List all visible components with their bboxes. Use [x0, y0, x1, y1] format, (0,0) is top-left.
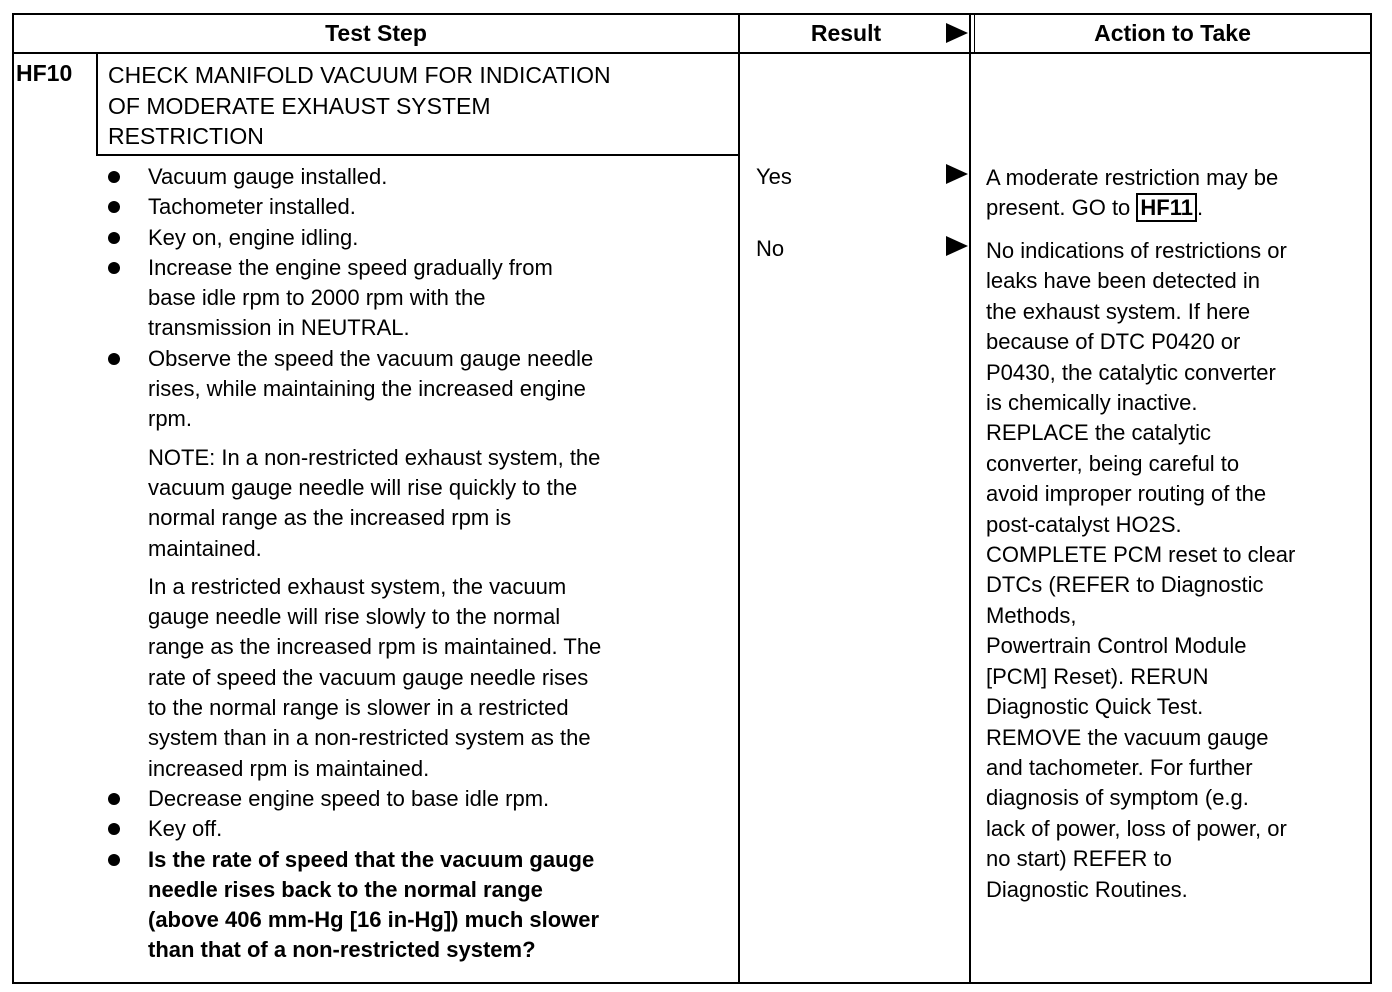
action-no-line: post-catalyst HO2S. [986, 511, 1182, 537]
border-left [12, 13, 14, 984]
yes-arrow-icon [946, 164, 968, 184]
note-line: to the normal range is slower in a restricted [148, 695, 569, 721]
step-ref-hf11-link[interactable]: HF11 [1136, 193, 1197, 222]
step-title-line: CHECK MANIFOLD VACUUM FOR INDICATION [108, 62, 611, 88]
action-no-line: converter, being careful to [986, 450, 1240, 476]
action-yes-text: present. GO to [986, 195, 1137, 221]
question-text: (above 406 mm-Hg [16 in-Hg]) much slower [148, 907, 600, 933]
note-line: In a restricted exhaust system, the vacuum [148, 573, 567, 599]
note-line: increased rpm is maintained. [148, 755, 430, 781]
action-no-line: the exhaust system. If here [986, 298, 1251, 324]
list-item-text: base idle rpm to 2000 rpm with the [148, 285, 486, 311]
result-yes: Yes [756, 164, 792, 189]
action-no-line: [PCM] Reset). RERUN [986, 663, 1209, 689]
list-item-text: Key on, engine idling. [148, 224, 359, 250]
action-no-line: No indications of restrictions or [986, 238, 1287, 263]
action-no-line: REPLACE the catalytic [986, 420, 1211, 446]
action-yes [986, 163, 1368, 224]
list-item [104, 192, 724, 222]
header-action: Action to Take [1094, 20, 1251, 46]
list-item-text: transmission in NEUTRAL. [148, 315, 410, 341]
list-item [104, 784, 724, 814]
list-item [104, 814, 724, 844]
step-title-line: RESTRICTION [108, 123, 264, 149]
list-item-text: Observe the speed the vacuum gauge needle [148, 345, 594, 371]
step-title [108, 60, 728, 152]
list-item [104, 253, 724, 344]
action-no-line: P0430, the catalytic converter [986, 359, 1276, 385]
action-no-line: COMPLETE PCM reset to clear [986, 542, 1296, 568]
note-non-restricted [104, 443, 724, 564]
note-line: NOTE: In a non-restricted exhaust system, the [148, 444, 601, 470]
list-item-text: Vacuum gauge installed. [148, 164, 388, 189]
note-line: maintained. [148, 535, 262, 561]
bullet-icon [108, 854, 120, 866]
action-no-line: DTCs (REFER to Diagnostic [986, 572, 1264, 598]
action-no [986, 236, 1368, 905]
question-text: Is the rate of speed that the vacuum gauge [148, 846, 595, 872]
list-item-text: rises, while maintaining the increased engine [148, 376, 586, 402]
divider-title-bottom [96, 154, 738, 156]
question-text: than that of a non-restricted system? [148, 937, 536, 963]
list-item-text: Key off. [148, 816, 223, 842]
action-yes-period: . [1197, 195, 1204, 221]
action-no-line: diagnosis of symptom (e.g. [986, 785, 1249, 811]
action-no-line: no start) REFER to [986, 846, 1172, 872]
divider-action [969, 13, 971, 984]
bullet-icon [108, 793, 120, 805]
procedure-list [104, 162, 724, 966]
note-line: gauge needle will rise slowly to the normal [148, 604, 561, 630]
list-item [104, 223, 724, 253]
border-right [1370, 13, 1372, 984]
list-item [104, 344, 724, 435]
action-no-line: Diagnostic Routines. [986, 876, 1188, 902]
bullet-icon [108, 823, 120, 835]
action-yes-line [986, 193, 1368, 223]
list-item-text: Decrease engine speed to base idle rpm. [148, 785, 550, 811]
list-item-text: Increase the engine speed gradually from [148, 254, 553, 280]
action-no-line: Powertrain Control Module [986, 633, 1247, 659]
bullet-icon [108, 353, 120, 365]
action-no-line: avoid improper routing of the [986, 481, 1267, 507]
note-line: vacuum gauge needle will rise quickly to the [148, 474, 578, 500]
note-line: rate of speed the vacuum gauge needle rises [148, 664, 589, 690]
note-restricted [104, 572, 724, 784]
divider-result [738, 13, 740, 984]
action-no-line: leaks have been detected in [986, 268, 1260, 294]
header-test-step: Test Step [325, 20, 427, 46]
list-item-text: rpm. [148, 406, 192, 432]
note-line: system than in a non-restricted system as the [148, 725, 591, 751]
question-text: needle rises back to the normal range [148, 876, 543, 902]
bullet-icon [108, 232, 120, 244]
note-line: range as the increased rpm is maintained. The [148, 634, 602, 660]
bullet-icon [108, 262, 120, 274]
list-item-text: Tachometer installed. [148, 194, 356, 220]
question-item [104, 845, 724, 966]
action-no-line: because of DTC P0420 or [986, 329, 1241, 355]
no-arrow-icon [946, 236, 968, 256]
action-no-line: REMOVE the vacuum gauge [986, 724, 1269, 750]
step-title-line: OF MODERATE EXHAUST SYSTEM [108, 92, 491, 119]
action-no-line: Diagnostic Quick Test. [986, 694, 1204, 720]
result-no: No [756, 236, 785, 261]
step-id: HF10 [16, 60, 73, 86]
bullet-icon [108, 171, 120, 183]
border-bottom [12, 982, 1372, 984]
header-result: Result [810, 20, 882, 46]
border-header-bottom [12, 52, 1372, 54]
action-no-line: and tachometer. For further [986, 754, 1253, 780]
note-line: normal range as the increased rpm is [148, 505, 512, 531]
list-item [104, 162, 724, 192]
action-no-line: is chemically inactive. [986, 390, 1198, 416]
action-no-line: Methods, [986, 602, 1077, 628]
action-no-line: lack of power, loss of power, or [986, 815, 1287, 841]
divider-step-id [96, 52, 98, 155]
action-yes-line: A moderate restriction may be [986, 165, 1279, 190]
header-arrow-icon [946, 23, 968, 43]
bullet-icon [108, 201, 120, 213]
